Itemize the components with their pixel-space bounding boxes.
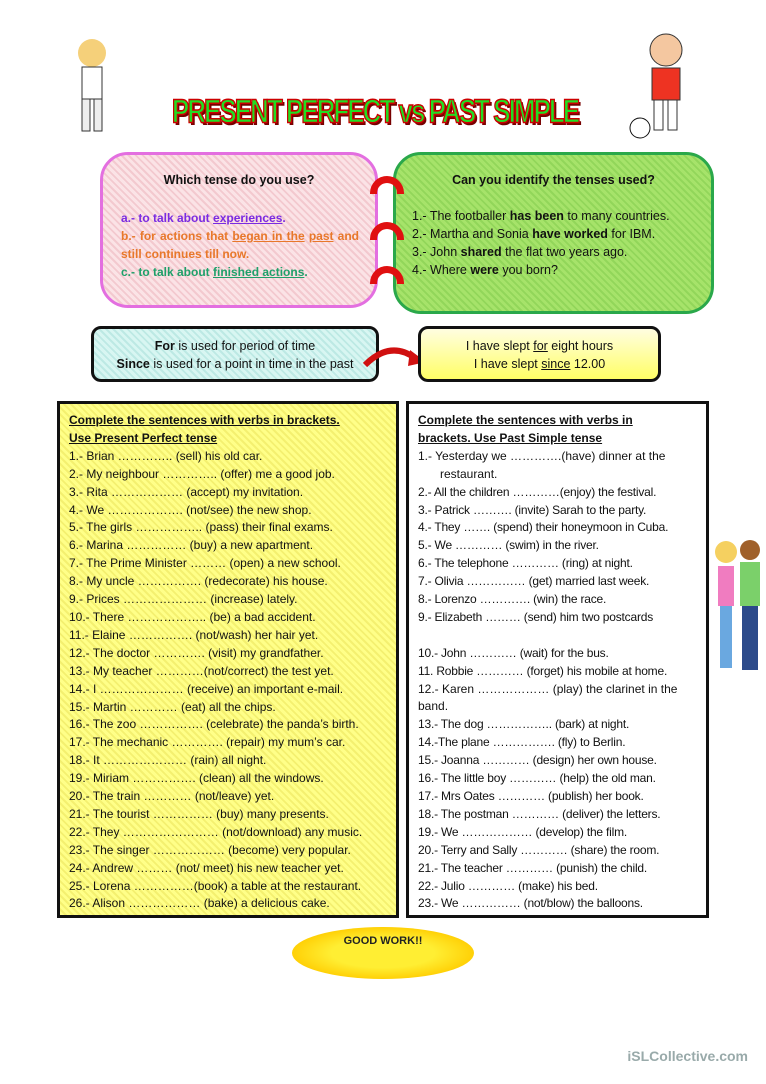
exercise-item: 4.- We ………………. (not/see) the new shop. <box>69 502 312 517</box>
rule-b-end: and still continues till now. <box>121 229 359 261</box>
since-rule-text: is used for a point in time in the past <box>149 357 354 371</box>
identify-sentence <box>412 207 701 225</box>
exercise-item: 1.- Yesterday we ………….(have) dinner at the restaurant. <box>418 448 666 481</box>
rule-c-keyword: finished actions <box>213 265 305 279</box>
exercise-item: 22.- Julio ………… (make) his bed. <box>418 878 598 893</box>
example-2-text: I have slept <box>473 357 542 371</box>
exercise-item: 20.- The train ………… (not/leave) yet. <box>69 789 275 804</box>
exercise-item: 13.- The dog …………….. (bark) at night. <box>418 717 630 732</box>
exercise-item: 8.- Lorenzo …………. (win) the race. <box>418 592 607 607</box>
exercise-item: 6.- Marina …………… (buy) a new apartment. <box>69 538 314 553</box>
for-rule-text: is used for period of time <box>174 339 316 353</box>
sentence-part: 2.- Martha and Sonia <box>412 227 533 241</box>
exercise-heading: Complete the sentences with verbs in brackets. <box>69 413 340 427</box>
verb-highlight: has been <box>509 209 564 223</box>
watermark: iSLCollective.com <box>627 1048 748 1064</box>
exercise-item: 16.- The zoo ……………. (celebrate) the panda’s birth. <box>69 717 359 732</box>
for-since-rule <box>91 326 379 382</box>
rule-a <box>121 209 359 227</box>
exercise-item: 21.- The teacher ………… (punish) the child. <box>418 860 648 875</box>
present-perfect-exercise <box>57 401 399 918</box>
sentence-part: 1.- The footballer <box>412 209 510 223</box>
exercise-item: 17.- The mechanic …………. (repair) my mum’s car. <box>69 735 346 750</box>
which-tense-panel <box>100 152 378 308</box>
exercise-item: 25.- Lorena ……………(book) a table at the restaurant. <box>69 878 362 893</box>
exercise-item: 3.- Rita ……………… (accept) my invitation. <box>69 484 304 499</box>
exercise-item: 20.- Terry and Sally ………… (share) the room. <box>418 842 660 857</box>
exercise-item: 18.- It ………………… (rain) all night. <box>69 753 267 768</box>
exercise-item: 3.- Patrick ………. (invite) Sarah to the party. <box>418 502 647 517</box>
exercise-item: 7.- Olivia …………… (get) married last week. <box>418 574 650 589</box>
exercise-item: 5.- We ………… (swim) in the river. <box>418 538 599 553</box>
verb-highlight: were <box>470 263 499 277</box>
exercise-item: 21.- The tourist …………… (buy) many presents. <box>69 806 329 821</box>
rule-c-text: c.- to talk about <box>121 265 214 279</box>
exercise-item: 5.- The girls …………….. (pass) their final exams. <box>69 520 333 535</box>
rule-c-end: . <box>304 265 308 279</box>
sentence-part: the flat two years ago. <box>501 245 628 259</box>
identify-sentence <box>412 243 701 261</box>
example-1-keyword: for <box>533 339 548 353</box>
rule-b-keyword-2: past <box>308 229 334 243</box>
past-simple-exercise <box>406 401 709 918</box>
exercise-subheading: Use Present Perfect tense <box>69 430 218 445</box>
rule-a-end: . <box>282 211 286 225</box>
exercise-item: 2.- All the children …………(enjoy) the festival. <box>418 484 657 499</box>
exercise-item: 11. Robbie ………… (forget) his mobile at home. <box>418 663 668 678</box>
badge-text: GOOD WORK!! <box>343 935 423 947</box>
worksheet-title: PRESENT PERFECT vs PAST SIMPLE <box>171 91 579 131</box>
exercise-item: 2.- My neighbour ………….. (offer) me a good job. <box>69 466 335 481</box>
example-1-text: I have slept <box>465 339 534 353</box>
sentence-part: to many countries. <box>563 209 670 223</box>
boy-clipart <box>60 35 120 140</box>
for-since-examples <box>418 326 661 382</box>
exercise-item: 10.- John ………… (wait) for the bus. <box>418 645 609 660</box>
rule-a-text: a.- to talk about <box>121 211 214 225</box>
exercise-item: 18.- The postman ………… (deliver) the letters. <box>418 806 661 821</box>
verb-highlight: shared <box>460 245 502 259</box>
exercise-item: 4.- They ……. (spend) their honeymoon in Cuba. <box>418 520 669 535</box>
exercise-item: 8.- My uncle ……………. (redecorate) his house. <box>69 574 328 589</box>
sentence-part: for IBM. <box>607 227 656 241</box>
exercise-item: 16.- The little boy ………… (help) the old man. <box>418 771 656 786</box>
rule-b-text: b.- for actions that <box>121 229 233 243</box>
exercise-item: 14.-The plane ……………. (fly) to Berlin. <box>418 735 626 750</box>
footballer-clipart <box>628 28 698 140</box>
exercise-item: 22.- They …………………… (not/download) any music. <box>69 824 363 839</box>
exercise-item: 7.- The Prime Minister ……… (open) a new school. <box>69 556 341 571</box>
exercise-item: 6.- The telephone ………… (ring) at night. <box>418 556 633 571</box>
exercise-item: 12.- Karen ……………… (play) the clarinet in the band. <box>418 681 678 714</box>
exercise-item: 15.- Martin ………… (eat) all the chips. <box>69 699 276 714</box>
exercise-item: 24.- Andrew ……… (not/ meet) his new teacher yet. <box>69 860 344 875</box>
rule-b <box>121 227 359 263</box>
example-1-end: eight hours <box>547 339 614 353</box>
verb-highlight: have worked <box>532 227 608 241</box>
rule-c <box>121 263 359 281</box>
exercise-item: 23.- The singer ……………… (become) very popular. <box>69 842 351 857</box>
exercise-item: 26.- Alison ……………… (bake) a delicious cake. <box>69 896 330 911</box>
identify-heading: Can you identify the tenses used? <box>452 173 655 187</box>
exercise-item: 9.- Elizabeth ……… (send) him two postcards <box>418 609 654 624</box>
exercise-heading: Complete the sentences with verbs in <box>418 413 633 427</box>
for-keyword: For <box>154 339 175 353</box>
exercise-item: 1.- Brian ………….. (sell) his old car. <box>69 448 263 463</box>
exercise-item: 23.- We …………… (not/blow) the balloons. <box>418 896 643 911</box>
exercise-item: 11.- Elaine ……………. (not/wash) her hair yet. <box>69 627 319 642</box>
sentence-part: 3.- John <box>412 245 461 259</box>
sentence-part: you born? <box>498 263 558 277</box>
exercise-item: 14.- I ………………… (receive) an important e-mail. <box>69 681 344 696</box>
good-work-badge <box>292 927 474 979</box>
exercise-item: 9.- Prices ………………… (increase) lately. <box>69 592 298 607</box>
example-2-keyword: since <box>541 357 571 371</box>
exercise-item: 15.- Joanna ………… (design) her own house. <box>418 753 657 768</box>
which-tense-heading: Which tense do you use? <box>163 173 315 187</box>
couple-clipart <box>712 530 764 678</box>
exercise-item: 12.- The doctor …………. (visit) my grandfather. <box>69 645 324 660</box>
rule-a-keyword: experiences <box>213 211 283 225</box>
identify-tenses-panel <box>393 152 714 314</box>
exercise-item: 13.- My teacher …………(not/correct) the test yet. <box>69 663 334 678</box>
sentence-part: 4.- Where <box>412 263 471 277</box>
exercise-item: 19.- Miriam ……………. (clean) all the windows. <box>69 771 324 786</box>
example-2-end: 12.00 <box>570 357 606 371</box>
since-keyword: Since <box>116 357 150 371</box>
rule-b-keyword: began in the <box>232 229 305 243</box>
identify-sentence <box>412 225 701 243</box>
exercise-item: 10.- There ……………….. (be) a bad accident. <box>69 609 316 624</box>
exercise-subheading: brackets. Use Past Simple tense <box>418 430 603 445</box>
exercise-item: 17.- Mrs Oates ………… (publish) her book. <box>418 789 644 804</box>
identify-sentence <box>412 261 701 279</box>
exercise-item: 19.- We ……………… (develop) the film. <box>418 824 628 839</box>
